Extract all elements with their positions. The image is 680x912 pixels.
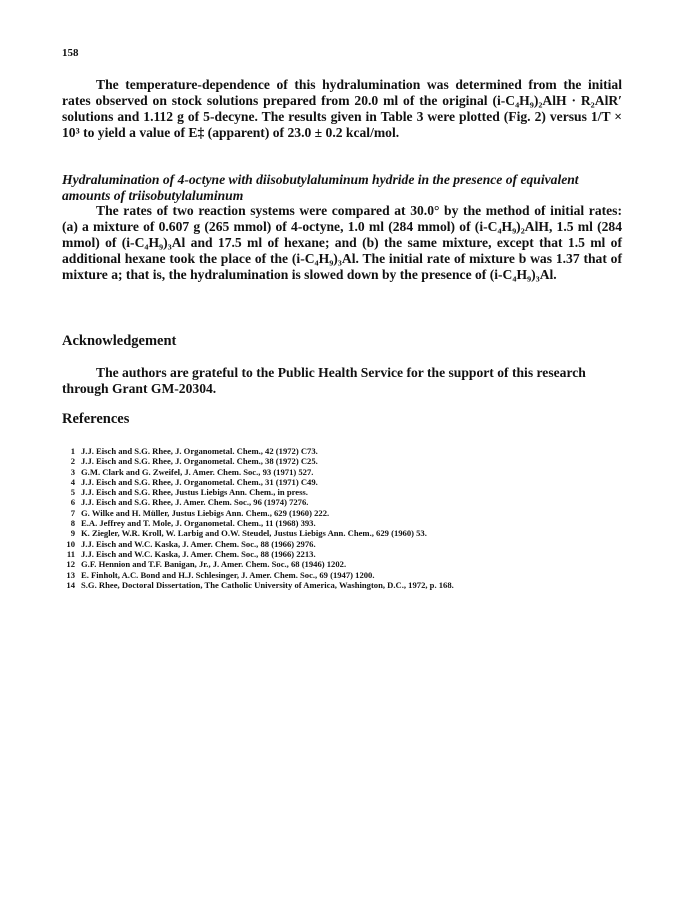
reference-text: K. Ziegler, W.R. Kroll, W. Larbig and O.W. Steudel, Justus Liebigs Ann. Chem., 629 (1960) 53. xyxy=(81,528,427,539)
reference-item xyxy=(62,456,652,466)
reference-item xyxy=(62,528,652,538)
reference-item xyxy=(62,508,652,518)
reference-list xyxy=(62,446,652,590)
reference-text: E. Finholt, A.C. Bond and H.J. Schlesinger, J. Amer. Chem. Soc., 69 (1947) 1200. xyxy=(81,569,375,580)
paragraph-temperature-dependence: The temperature-dependence of this hydralumination was determined from the initial rates observed on stock solutions prepared from 20.0 ml of the original (i-C₄H₉)₂AlH · R₂AlR′ solutions and 1.112 g of 5-decyne. The results given in Table 3 were plotted (Fig. 2) versus 1/T × 10³ to yield a value of E‡ (apparent) of 23.0 ± 0.2 kcal/mol. xyxy=(62,77,622,140)
reference-text: J.J. Eisch and S.G. Rhee, Justus Liebigs Ann. Chem., in press. xyxy=(81,487,308,498)
reference-number: 3 xyxy=(70,466,75,477)
reference-number: 8 xyxy=(70,518,75,529)
reference-number: 7 xyxy=(70,507,75,518)
reference-text: S.G. Rhee, Doctoral Dissertation, The Catholic University of America, Washington, D.C., 1972, p. 168. xyxy=(81,579,454,590)
reference-text: G. Wilke and H. Müller, Justus Liebigs Ann. Chem., 629 (1960) 222. xyxy=(81,507,330,518)
reference-text: J.J. Eisch and S.G. Rhee, J. Organometal. Chem., 38 (1972) C25. xyxy=(81,456,318,467)
reference-number: 9 xyxy=(70,528,75,539)
reference-number: 11 xyxy=(66,548,75,559)
reference-number: 1 xyxy=(70,446,75,456)
reference-item xyxy=(62,446,652,456)
reference-item xyxy=(62,580,652,590)
reference-number: 13 xyxy=(66,569,75,580)
reference-number: 6 xyxy=(70,497,75,508)
acknowledgement-heading: Acknowledgement xyxy=(62,333,177,349)
reference-text: J.J. Eisch and S.G. Rhee, J. Organometal. Chem., 42 (1972) C73. xyxy=(81,446,318,456)
reference-item xyxy=(62,518,652,528)
reference-text: J.J. Eisch and W.C. Kaska, J. Amer. Chem. Soc., 88 (1966) 2213. xyxy=(81,548,316,559)
reference-text: G.F. Hennion and T.F. Banigan, Jr., J. Amer. Chem. Soc., 68 (1946) 1202. xyxy=(81,559,347,570)
references-heading: References xyxy=(62,411,130,427)
paragraph-rate-comparison: The rates of two reaction systems were compared at 30.0° by the method of initial rates: (a) a mixture of 0.607 g (265 mmol) of 4-octyne, 1.0 ml (284 mmol) of (i-C₄H₉)₂AlH, 1.5 ml (284 mmol) of (i-C₄H₉)₃Al and 17.5 ml of hexane; and (b) the same mixture, except that 1.5 ml of additional hexane took the place of the (i-C₄H₉)₃Al. The initial rate of mixture b was 1.37 that of mixture a; that is, the hydralumination is slowed down by the presence of (i-C₄H₉)₃Al. xyxy=(62,203,622,282)
reference-item xyxy=(62,487,652,497)
acknowledgement-text: The authors are grateful to the Public Health Service for the support of this research through Grant GM-20304. xyxy=(62,365,586,396)
reference-text: J.J. Eisch and W.C. Kaska, J. Amer. Chem. Soc., 88 (1966) 2976. xyxy=(81,538,316,549)
reference-item xyxy=(62,570,652,580)
reference-text: J.J. Eisch and S.G. Rhee, J. Amer. Chem. Soc., 96 (1974) 7276. xyxy=(81,497,309,508)
reference-item xyxy=(62,497,652,507)
reference-item xyxy=(62,559,652,569)
reference-number: 12 xyxy=(66,559,75,570)
reference-text: G.M. Clark and G. Zweifel, J. Amer. Chem. Soc., 93 (1971) 527. xyxy=(81,466,314,477)
section-heading-hydralumination: Hydralumination of 4-octyne with diisobutylaluminum hydride in the presence of equivalent amounts of triisobutylaluminum xyxy=(62,172,579,203)
reference-item xyxy=(62,549,652,559)
page-number: 158 xyxy=(62,47,79,59)
reference-text: E.A. Jeffrey and T. Mole, J. Organometal. Chem., 11 (1968) 393. xyxy=(81,518,316,529)
reference-item xyxy=(62,467,652,477)
reference-number: 10 xyxy=(66,538,75,549)
reference-number: 14 xyxy=(66,579,75,590)
reference-number: 4 xyxy=(70,476,75,487)
reference-item xyxy=(62,539,652,549)
reference-item xyxy=(62,477,652,487)
reference-number: 2 xyxy=(70,456,75,467)
reference-number: 5 xyxy=(70,487,75,498)
reference-text: J.J. Eisch and S.G. Rhee, J. Organometal. Chem., 31 (1971) C49. xyxy=(81,476,318,487)
